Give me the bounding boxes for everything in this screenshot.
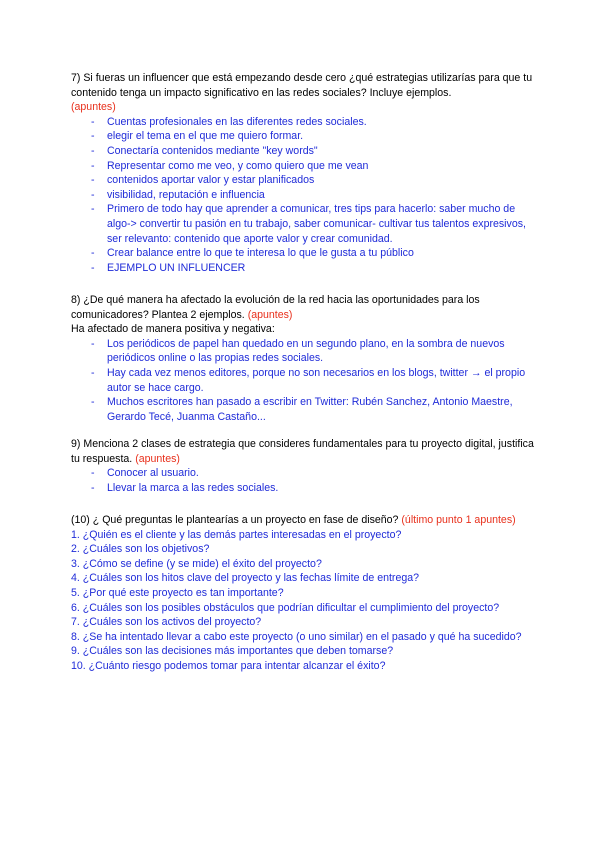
list-item: - Conectaría contenidos mediante "key words"	[71, 144, 541, 159]
list-item: - visibilidad, reputación e influencia	[71, 188, 541, 203]
list-item: 5. ¿Por qué este proyecto es tan importante?	[71, 586, 284, 599]
list-item: - Conocer al usuario.	[71, 466, 541, 481]
question-8-tag: (apuntes)	[247, 308, 293, 321]
list-item: 6. ¿Cuáles son los posibles obstáculos que podrían dificultar el cumplimiento del proyecto?	[71, 601, 500, 614]
question-8-list	[71, 337, 541, 425]
question-9-tag: (apuntes)	[135, 452, 180, 465]
list-item: 4. ¿Cuáles son los hitos clave del proyecto y las fechas límite de entrega?	[71, 572, 420, 585]
question-7-block	[71, 71, 541, 275]
question-10-prompt: (10) ¿ Qué preguntas le plantearías a un proyecto en fase de diseño?	[71, 514, 399, 526]
list-item: - Hay cada vez menos editores, porque no son necesarios en los blogs, twitter → el propio autor se hace cargo.	[71, 366, 541, 395]
list-item: 3. ¿Cómo se define (y se mide) el éxito del proyecto?	[71, 557, 322, 570]
question-8-text	[71, 293, 541, 322]
list-item: - Primero de todo hay que aprender a comunicar, tres tips para hacerlo: saber mucho de algo-> convertir tu pasión en tu trabajo, saber comunicar- cultivar tus talentos expresivos, ser relevanto: contenido que aporte valor y crear comunidad.	[71, 202, 541, 246]
question-9-text	[71, 437, 541, 466]
list-item: 7. ¿Cuáles son los activos del proyecto?	[71, 616, 262, 629]
question-7-list	[71, 115, 541, 276]
list-item: - contenidos aportar valor y estar planificados	[71, 173, 541, 188]
question-10-tag: (último punto 1 apuntes)	[401, 514, 516, 526]
list-item: 9. ¿Cuáles son las decisiones más importantes que deben tomarse?	[71, 645, 394, 658]
question-7-tag: (apuntes)	[71, 101, 116, 114]
question-8-block	[71, 293, 541, 424]
question-9-block	[71, 437, 541, 495]
list-item: - Representar como me veo, y como quiero que me vean	[71, 159, 541, 174]
question-8-prompt: 8) ¿De qué manera ha afectado la evolución de la red hacia las oportunidades para los comunicadores? Plantea 2 ejemplos.	[71, 294, 480, 321]
list-item: - Crear balance entre lo que te interesa lo que le gusta a tu público	[71, 246, 541, 261]
list-item: - elegir el tema en el que me quiero formar.	[71, 129, 541, 144]
question-10-block	[71, 513, 541, 674]
question-10-text	[71, 513, 541, 528]
list-item: 1. ¿Quién es el cliente y las demás partes interesadas en el proyecto?	[71, 528, 402, 541]
question-8-intro: Ha afectado de manera positiva y negativa:	[71, 323, 275, 336]
question-7-prompt: 7) Si fueras un influencer que está empezando desde cero ¿qué estrategias utilizarías para que tu contenido tenga un impacto significativo en las redes sociales? Incluye ejemplos.	[71, 72, 533, 99]
question-9-list	[71, 466, 541, 495]
list-item: 2. ¿Cuáles son los objetivos?	[71, 543, 210, 556]
question-10-list	[71, 528, 541, 674]
list-item: - Cuentas profesionales en las diferentes redes sociales.	[71, 115, 541, 130]
list-item: - Los periódicos de papel han quedado en un segundo plano, en la sombra de nuevos periódicos online o las propias redes sociales.	[71, 337, 541, 366]
list-item: 10. ¿Cuánto riesgo podemos tomar para intentar alcanzar el éxito?	[71, 659, 386, 672]
list-item: - EJEMPLO UN INFLUENCER	[71, 261, 541, 276]
list-item: - Llevar la marca a las redes sociales.	[71, 481, 541, 496]
question-7-text	[71, 71, 541, 115]
question-9-prompt: 9) Menciona 2 clases de estrategia que consideres fundamentales para tu proyecto digital, justifica tu respuesta.	[71, 438, 534, 465]
list-item: 8. ¿Se ha intentado llevar a cabo este proyecto (o uno similar) en el pasado y qué ha sucedido?	[71, 630, 522, 643]
list-item: - Muchos escritores han pasado a escribir en Twitter: Rubén Sanchez, Antonio Maestre, Gerardo Tecé, Juanma Castaño...	[71, 395, 541, 424]
